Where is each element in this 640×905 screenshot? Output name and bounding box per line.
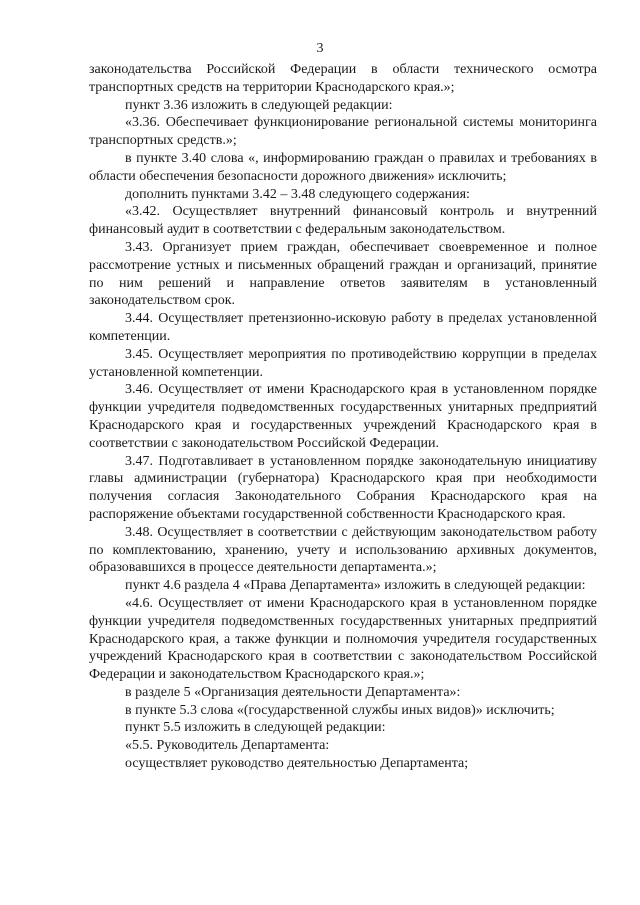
paragraph: «5.5. Руководитель Департамента: <box>125 738 330 754</box>
paragraph: «4.6. Осуществляет от имени Краснодарского края в установленном порядке функции учредителя подведомственных государственных унитарных предприятий Краснодарского края, а также функции и полномочия учредителя государственных учреждений Краснодарского края в соответствии с законодательством Российской Федерации и законодательством Краснодарского края.»; <box>89 595 597 683</box>
paragraph: в разделе 5 «Организация деятельности Департамента»: <box>125 684 461 700</box>
paragraph: «3.36. Обеспечивает функционирование региональной системы мониторинга транспортных средств.»; <box>89 115 597 149</box>
paragraph: 3.44. Осуществляет претензионно-исковую работу в пределах установленной компетенции. <box>89 311 597 344</box>
paragraph: в пункте 3.40 слова «, информированию граждан о правилах и требованиях в области обеспечения безопасности дорожного движения» исключить; <box>89 150 597 184</box>
paragraph: «3.42. Осуществляет внутренний финансовый контроль и внутренний финансовый аудит в соответствии с федеральным законодательством. <box>89 204 597 238</box>
paragraph: пункт 5.5 изложить в следующей редакции: <box>125 720 386 736</box>
paragraph: 3.47. Подготавливает в установленном порядке законодательную инициативу главы администрации (губернатора) Краснодарского края при необходимости получения согласия Законодательного Собрания Краснодарского края на распоряжение объектами государственной собственности Краснодарского края. <box>89 453 597 522</box>
paragraph: законодательства Российской Федерации в области технического осмотра транспортных средств на территории Краснодарского края.»; <box>89 62 597 95</box>
paragraph: 3.45. Осуществляет мероприятия по противодействию коррупции в пределах установленной компетенции. <box>89 346 597 380</box>
paragraph: в пункте 5.3 слова «(государственной службы иных видов)» исключить; <box>125 702 555 718</box>
document-body <box>89 61 597 773</box>
paragraph: 3.48. Осуществляет в соответствии с действующим законодательством работу по комплектованию, хранению, учету и использованию архивных документов, образовавшихся в процессе деятельности департамента.»; <box>89 524 597 576</box>
paragraph: пункт 3.36 изложить в следующей редакции: <box>125 97 393 113</box>
paragraph: дополнить пунктами 3.42 – 3.48 следующего содержания: <box>125 186 470 202</box>
paragraph: осуществляет руководство деятельностью Департамента; <box>125 756 469 772</box>
paragraph: пункт 4.6 раздела 4 «Права Департамента» изложить в следующей редакции: <box>125 578 586 594</box>
paragraph: 3.46. Осуществляет от имени Краснодарского края в установленном порядке функции учредителя подведомственных государственных унитарных предприятий Краснодарского края и государственных учреждений Краснодарского края в соответствии с законодательством Российской Федерации. <box>89 382 597 451</box>
paragraph: 3.43. Организует прием граждан, обеспечивает своевременное и полное рассмотрение устных и письменных обращений граждан и организаций, принятие по ним решений и направление ответов заявителям в установленный законодательством срок. <box>89 239 597 309</box>
page-number: 3 <box>316 41 324 56</box>
